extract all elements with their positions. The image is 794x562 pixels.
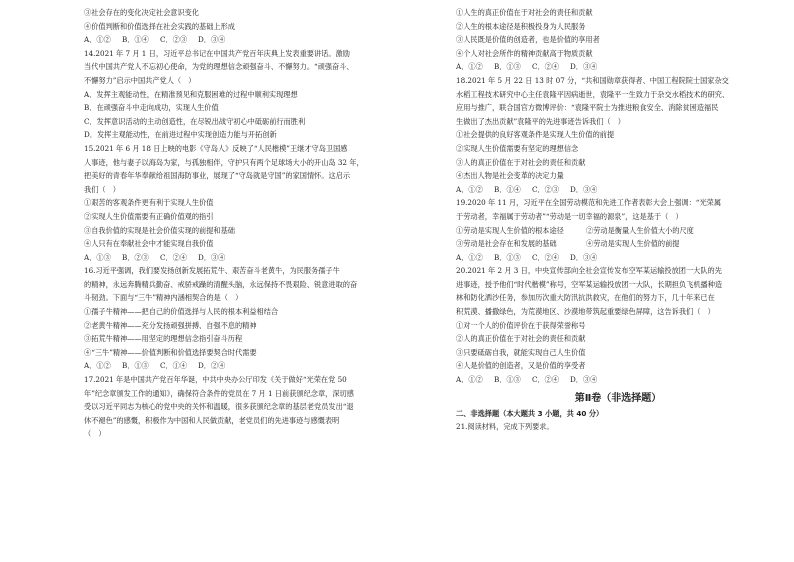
answer-options: [456, 60, 780, 74]
question-20-stem: 积荒漠、播撒绿色，为荒漠地区、沙漠地带筑起重要绿色屏障，这告诉我们（ ）: [456, 307, 715, 317]
section-title: 第Ⅱ卷（非选择题）: [574, 392, 662, 404]
question-20-stem: 20.2021 年 2 月 3 日，中央宣传部向全社会宣传发布空军某运输投放团一大队的先: [456, 266, 722, 276]
option-b: B．①③: [494, 375, 521, 385]
option-b: B．①③: [494, 252, 521, 262]
option-c: C．②④: [160, 252, 188, 262]
statement: ④人是价值的创造者，又是价值的享受者: [456, 361, 586, 371]
statement: ②实现人生价值需要有坚定的理想信念: [456, 143, 579, 153]
statement: ③只要砥砺自我，就能实现自己人生价值: [456, 347, 586, 357]
option-b: B．②③: [122, 252, 149, 262]
option-a: A．①②: [456, 375, 483, 385]
option-a: A．①②: [456, 62, 483, 72]
statement: ①社会提供的良好客观条件是实现人生价值的前提: [456, 130, 615, 140]
question-14-choice: B．在顽强奋斗中走向成功，实现人生价值: [84, 103, 219, 113]
statement: ③社会存在的变化决定社会意识变化: [84, 8, 200, 17]
statement: ②实现人生价值需要有正确价值观的指引: [84, 211, 214, 221]
question-16-stem: 斗韧劲。下面与“三牛”精神内涵相契合的是（ ）: [84, 293, 243, 303]
question-17-stem: 年”纪念章颁发工作的通知》，确保符合条件的党员在 7 月 1 日前获颁纪念章，深切感: [84, 388, 354, 398]
question-15-stem: 我们（ ）: [84, 184, 120, 194]
statement: ③拓荒牛精神——用坚定的理想信念指引奋斗历程: [84, 334, 243, 344]
statement: ①劳动是实现人生价值的根本途径: [456, 225, 564, 235]
statement: ③劳动是社会存在和发展的基础: [456, 239, 557, 249]
question-18-stem: 生做出了杰出贡献”袁隆平的先进事迹告诉我们（ ）: [456, 116, 625, 126]
option-a: A．①②: [84, 35, 111, 45]
option-b: B．①③: [494, 62, 521, 72]
statement: ②劳动是衡量人生价值大小的尺度: [586, 225, 694, 235]
statement: ④人只有在奉献社会中才能实现自我价值: [84, 239, 214, 249]
option-d: D．②④: [198, 361, 226, 371]
answer-options: [84, 33, 404, 47]
question-20-stem: 林和防化洒沙任务，参加历次重大防汛抗洪救灾，在他们的努力下，几十年来已在: [456, 293, 715, 303]
answer-options: [456, 373, 780, 387]
option-a: A．①②: [456, 252, 483, 262]
question-19-stem: 于劳动者，幸福属于劳动者”“劳动是一切幸福的源泉”，这是基于（ ）: [456, 211, 683, 221]
statement: ④杰出人物是社会变革的决定力量: [456, 171, 564, 181]
statement: ①艰苦的客观条件更有利于实现人生价值: [84, 198, 214, 208]
statement: ①孺子牛精神——把自己的价值选择与人民的根本利益相结合: [84, 307, 279, 317]
option-c: C．②④: [532, 252, 560, 262]
left-column: [84, 6, 404, 441]
question-18-stem: 水稻工程技术研究中心主任袁隆平因病逝世，袁隆平一生致力于杂交水稻技术的研究、: [456, 89, 730, 99]
statement: ④个人对社会所作的精神贡献高于物质贡献: [456, 48, 593, 58]
question-17-stem: 休不褪色”的感慨，积极作为中国和人民做贡献，老党员们的先进事迹与感慨表明: [84, 415, 340, 425]
answer-options: [84, 359, 404, 373]
question-21-stem: 21.阅读材料，完成下列要求。: [456, 422, 554, 432]
statement: ①对一个人的价值评价在于获得荣誉称号: [456, 320, 586, 330]
option-c: C．②③: [532, 184, 560, 194]
option-b: B．①③: [122, 361, 149, 371]
question-16-stem: 的精神，永远奔腾精兵勤奋、戒骄戒躁的清醒头脑，永远保持不畏艰险、锐意进取的奋: [84, 279, 358, 289]
question-19-stem: 19.2020 年 11 月，习近平在全国劳动模范和先进工作者表彰大会上强调：“光荣属: [456, 198, 722, 208]
statement: ③人的真正价值在于对社会的责任和贡献: [456, 157, 586, 167]
question-14-choice: C．发挥意识活动的主动创造性，在尽锐出战守初心中砥砺前行而胜利: [84, 116, 306, 126]
option-a: A．①②: [84, 361, 111, 371]
answer-options: [84, 251, 404, 265]
statement: ②人生的根本途径是积极投身为人民服务: [456, 21, 586, 31]
statement: ②人的真正价值在于对社会的责任和贡献: [456, 334, 586, 344]
statement: ③自我价值的实现是社会价值实现的前提和基础: [84, 225, 235, 235]
question-18-stem: 18.2021 年 5 月 22 日 13 时 07 分，“共和国勋章获得者、中国工程院院士国家杂交: [456, 75, 729, 85]
option-c: C．①④: [160, 361, 188, 371]
question-17-stem: （ ）: [84, 429, 106, 439]
statement: ②老黄牛精神——充分发扬顽强拼搏、自强不息的精神: [84, 320, 257, 330]
right-column: [456, 6, 780, 434]
question-14-stem: 当代中国共产党人不忘初心使命，为党的理想信念顽强奋斗、不懈努力。“顽强奋斗、: [84, 62, 354, 72]
question-15-stem: 15.2021 年 6 月 18 日上映的电影《守岛人》反映了“人民楷模”王继才守岛卫国感: [84, 143, 348, 153]
option-d: D．③④: [570, 184, 598, 194]
option-c: C．②④: [532, 62, 560, 72]
option-d: D．③④: [198, 35, 226, 45]
option-c: C．②④: [532, 375, 560, 385]
statement: ④“三牛”精神——价值判断和价值选择要契合时代需要: [84, 347, 257, 357]
question-20-stem: 进事迹，授予他们“时代楷模”称号，空军某运输投放团一大队，长期担负飞机播种造: [456, 279, 723, 289]
question-14-stem: 不懈努力”启示中国共产党人（ ）: [84, 75, 196, 85]
statement: ③人民既是价值的创造者，也是价值的享用者: [456, 35, 600, 45]
question-18-stem: 应用与推广，联合国官方微博评价：“袁隆平院士为推进粮食安全、消除贫困造福民: [456, 103, 719, 113]
answer-options: [456, 251, 780, 265]
option-d: D．③④: [198, 252, 226, 262]
option-a: A．①③: [84, 252, 111, 262]
question-14-choice: D．发挥主观能动性，在前进过程中实现创造力能与开拓创新: [84, 130, 277, 140]
option-b: B．①④: [122, 35, 149, 45]
statement-pair: [456, 224, 780, 238]
statement: ④劳动是实现人生价值的前提: [586, 239, 680, 249]
question-17-stem: 受以习近平同志为核心的党中央的关怀和温暖，很多获颁纪念章的基层老党员发出“退: [84, 402, 354, 412]
option-d: D．③④: [570, 252, 598, 262]
option-d: D．③④: [570, 62, 598, 72]
statement: ④价值判断和价值选择在社会实践的基础上形成: [84, 21, 235, 31]
question-15-stem: 人事迹，他与妻子以海岛为家，与孤独相伴，守护只有两个足球场大小的开山岛 32 年，: [84, 157, 364, 167]
option-a: A．①②: [456, 184, 483, 194]
statement-pair: [456, 237, 780, 251]
answer-options: [456, 183, 780, 197]
question-14-choice: A．发挥主观能动性，在精准预见和克服困难的过程中顺利实现理想: [84, 89, 298, 99]
question-17-stem: 17.2021 年是中国共产党百年华诞，中共中央办公厅印发《关于做好“光荣在党 50: [84, 375, 347, 385]
option-d: D．③④: [570, 375, 598, 385]
question-14-stem: 14.2021 年 7 月 1 日，习近平总书记在中国共产党百年庆典上发表重要讲话。激励: [84, 48, 350, 58]
question-15-stem: 把美好的青春年华奉献给祖国海防事业，展现了“守岛就是守国”的家国情怀。这启示: [84, 171, 351, 181]
question-16-stem: 16.习近平强调，我们要发扬创新发展拓荒牛、艰苦奋斗老黄牛，为民服务孺子牛: [84, 266, 340, 276]
option-b: B．①④: [494, 184, 521, 194]
section-subtitle: 二、非选择题（本大题共 3 小题，共 40 分）: [456, 408, 604, 418]
option-c: C．②③: [160, 35, 188, 45]
statement: ①人生的真正价值在于对社会的责任和贡献: [456, 8, 593, 17]
